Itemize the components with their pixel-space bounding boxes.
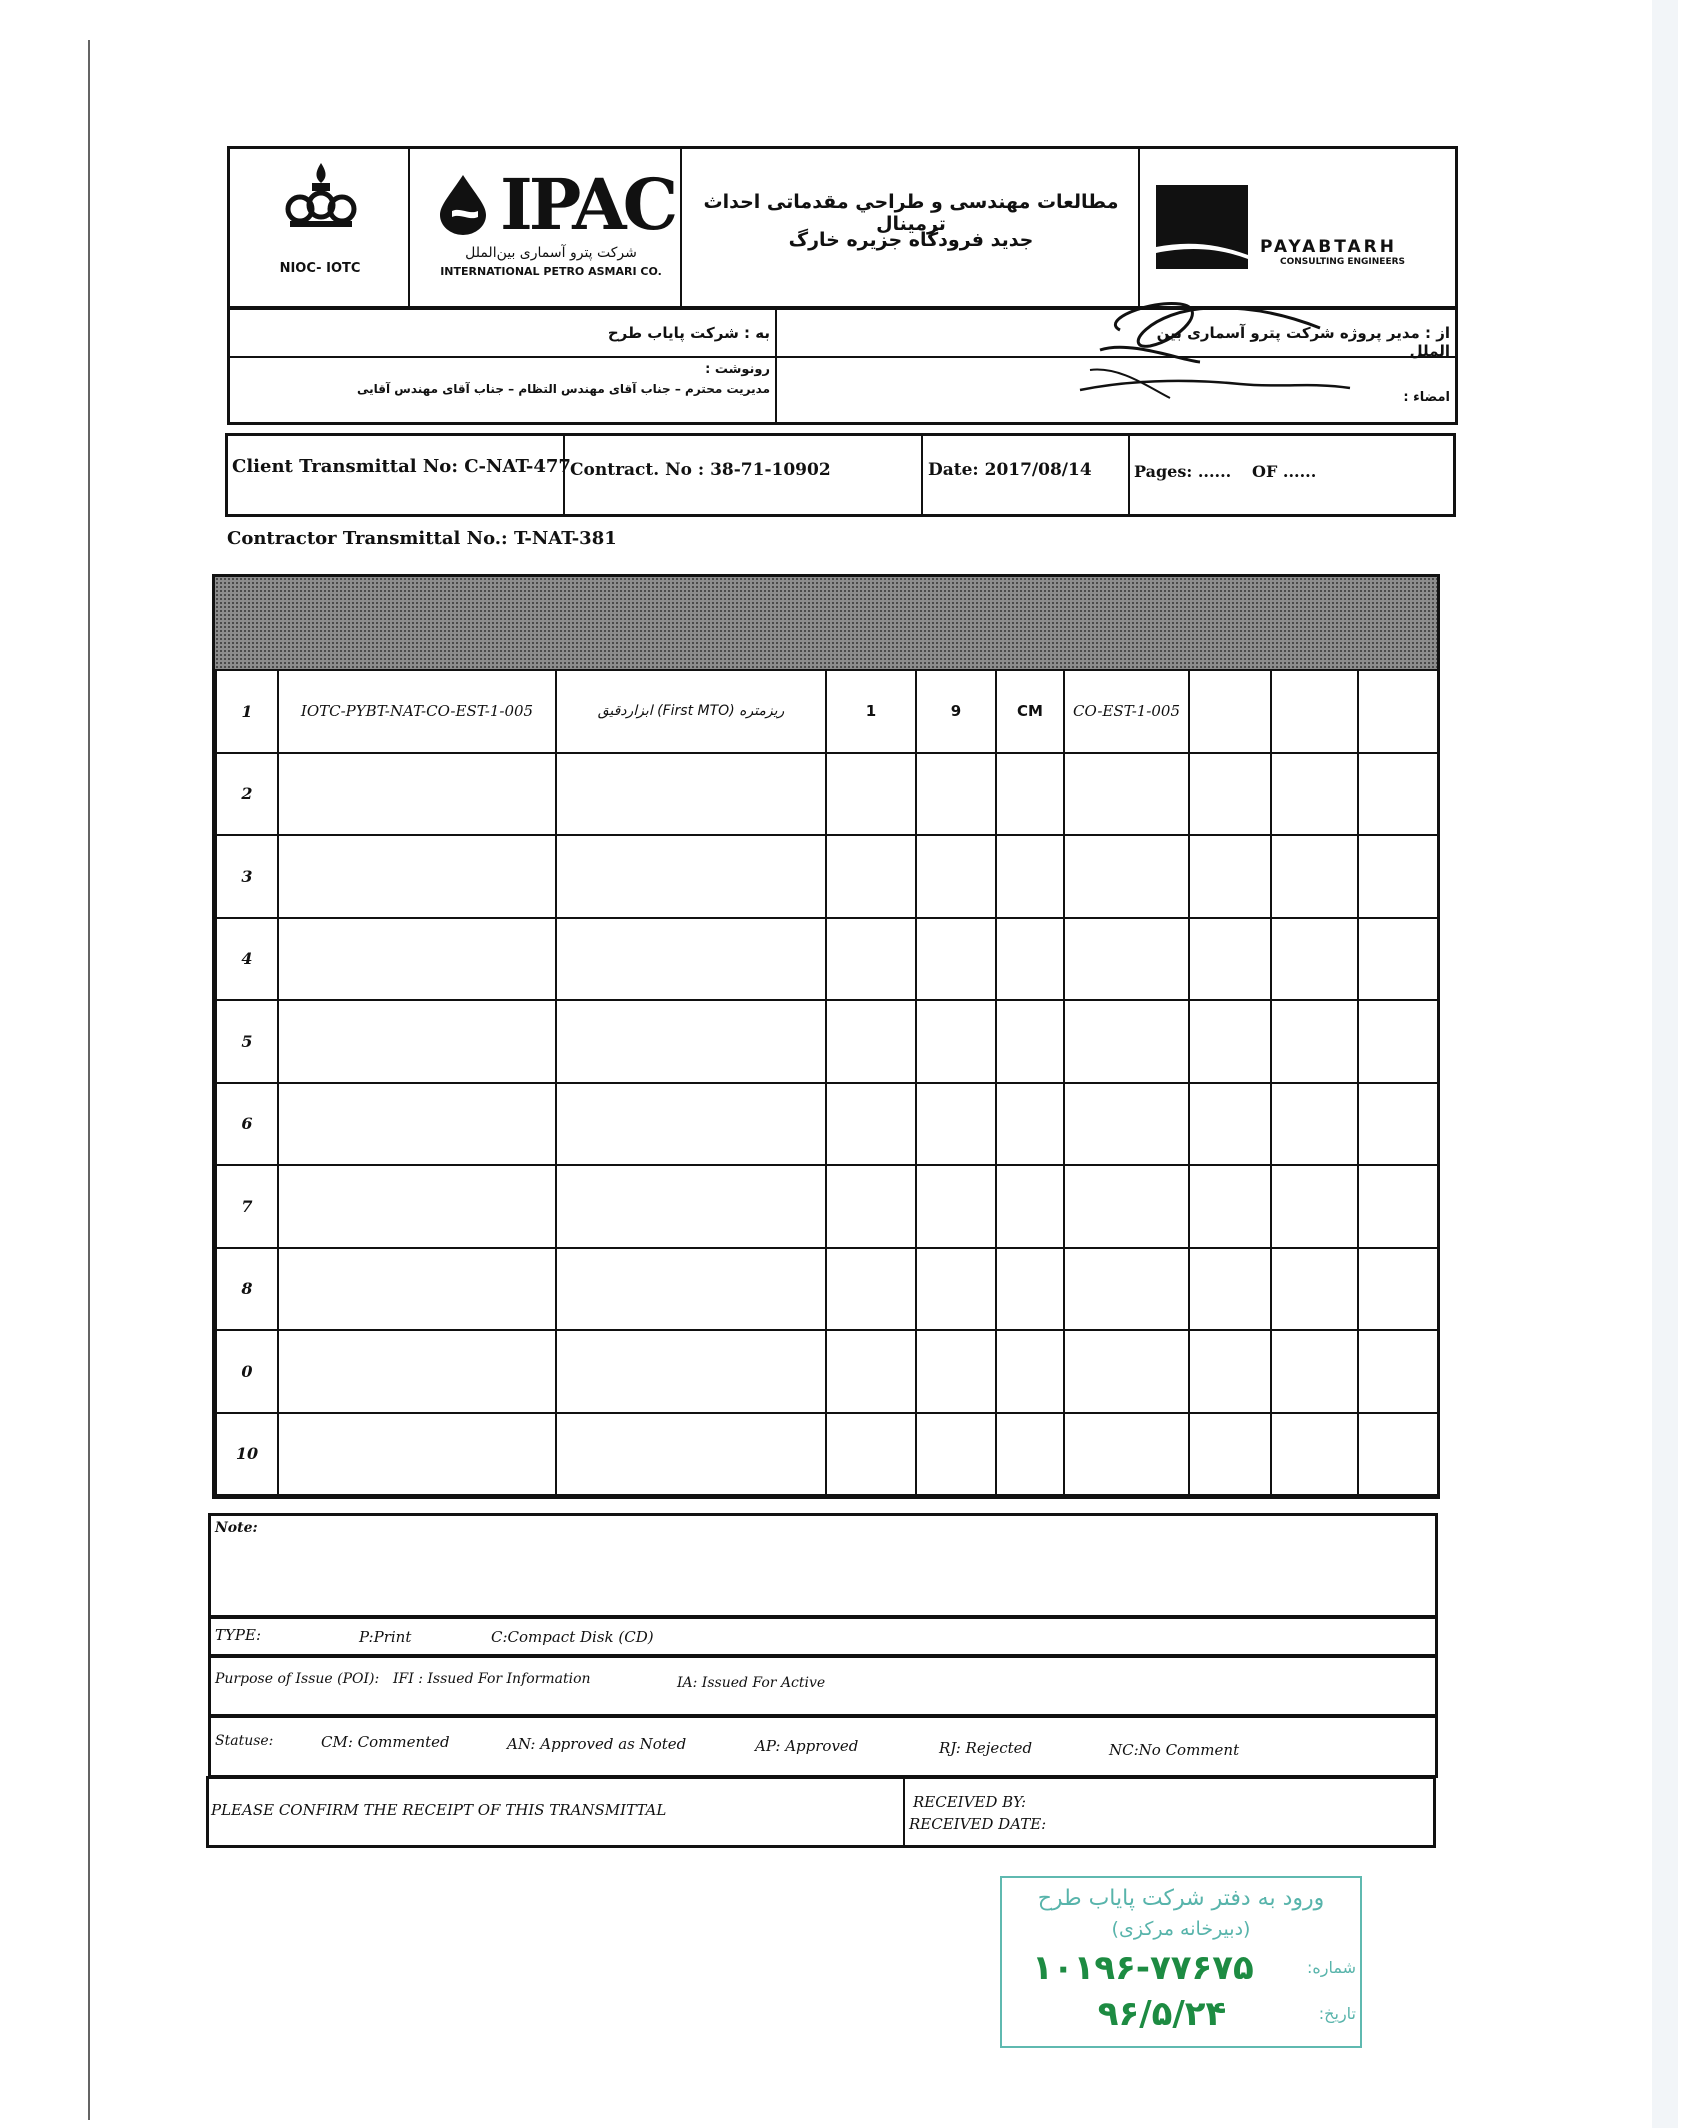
cell-pages: 9 bbox=[916, 670, 996, 753]
poi-label: Purpose of Issue (POI): bbox=[215, 1671, 380, 1687]
nioc-logo-label: NIOC- IOTC bbox=[279, 261, 361, 276]
type-print: P:Print bbox=[359, 1628, 412, 1646]
cell-no: 4 bbox=[216, 918, 278, 1001]
type-box bbox=[208, 1615, 1438, 1658]
stamp-number-value: ۱۰۱۹۶-۷۷۶۷۵ bbox=[1032, 1948, 1254, 1988]
payabtarh-subtitle: CONSULTING ENGINEERS bbox=[1280, 257, 1406, 267]
cell-ref bbox=[1064, 918, 1189, 1001]
cell-empty bbox=[1271, 835, 1358, 918]
status-box bbox=[208, 1714, 1438, 1778]
cell-no: 10 bbox=[216, 1413, 278, 1496]
cell-status bbox=[996, 1248, 1064, 1331]
cell-title bbox=[556, 1165, 826, 1248]
confirm-receipt-text: PLEASE CONFIRM THE RECEIPT OF THIS TRANSMITTAL bbox=[211, 1801, 667, 1819]
contract-no: Contract. No : 38-71-10902 bbox=[570, 460, 831, 480]
cell-empty bbox=[1271, 918, 1358, 1001]
cell-empty bbox=[1358, 1248, 1438, 1331]
nioc-logo-cell bbox=[230, 149, 410, 306]
cell-empty bbox=[1189, 1165, 1271, 1248]
cell-doc-no bbox=[278, 1413, 556, 1496]
contractor-transmittal-no: Contractor Transmittal No.: T-NAT-381 bbox=[227, 528, 617, 549]
cell-no: 6 bbox=[216, 1083, 278, 1166]
cell-empty bbox=[1189, 753, 1271, 836]
cell-empty bbox=[1358, 1413, 1438, 1496]
cell-rev bbox=[826, 1165, 916, 1248]
cell-doc-no bbox=[278, 753, 556, 836]
table-row bbox=[216, 1165, 1438, 1248]
pages-label: Pages: ...... bbox=[1134, 462, 1232, 481]
cell-pages bbox=[916, 1413, 996, 1496]
cell-status bbox=[996, 835, 1064, 918]
cell-doc-no bbox=[278, 835, 556, 918]
cell-doc-no bbox=[278, 1000, 556, 1083]
table-row bbox=[216, 1330, 1438, 1413]
transmittal-divider-2 bbox=[921, 436, 923, 514]
cell-empty bbox=[1358, 670, 1438, 753]
transmittal-divider-3 bbox=[1128, 436, 1130, 514]
cell-pages bbox=[916, 1248, 996, 1331]
cell-empty bbox=[1189, 1083, 1271, 1166]
cell-pages bbox=[916, 918, 996, 1001]
cell-ref bbox=[1064, 1165, 1189, 1248]
cell-status bbox=[996, 1413, 1064, 1496]
cell-ref bbox=[1064, 753, 1189, 836]
cell-pages bbox=[916, 1330, 996, 1413]
table-row bbox=[216, 918, 1438, 1001]
cell-title bbox=[556, 1083, 826, 1166]
receipt-stamp bbox=[1000, 1876, 1362, 2048]
cell-empty bbox=[1271, 1165, 1358, 1248]
to-recipient: به : شرکت پایاب طرح bbox=[607, 324, 770, 342]
cell-rev bbox=[826, 1248, 916, 1331]
cell-no: 8 bbox=[216, 1248, 278, 1331]
status-an: AN: Approved as Noted bbox=[507, 1735, 687, 1753]
cell-no: 0 bbox=[216, 1330, 278, 1413]
type-label: TYPE: bbox=[215, 1626, 262, 1644]
cell-no: 7 bbox=[216, 1165, 278, 1248]
ipac-logo-text: IPAC bbox=[500, 163, 675, 246]
cell-status bbox=[996, 1165, 1064, 1248]
note-label: Note: bbox=[215, 1520, 258, 1536]
status-cm: CM: Commented bbox=[321, 1733, 450, 1751]
cell-rev bbox=[826, 1413, 916, 1496]
cell-status bbox=[996, 1330, 1064, 1413]
cell-pages bbox=[916, 835, 996, 918]
cell-empty bbox=[1358, 835, 1438, 918]
of-label: OF ...... bbox=[1252, 462, 1317, 481]
cell-doc-no bbox=[278, 1083, 556, 1166]
ipac-drop-logo-icon bbox=[430, 171, 496, 237]
cell-empty bbox=[1271, 1000, 1358, 1083]
status-ap: AP: Approved bbox=[755, 1737, 859, 1755]
cell-ref bbox=[1064, 1248, 1189, 1331]
table-header-band bbox=[215, 577, 1437, 669]
cell-empty bbox=[1271, 753, 1358, 836]
note-box bbox=[208, 1513, 1438, 1619]
cc-text: مدیریت محترم – جناب آقای مهندس التظام – جناب آقای مهندس آقایی bbox=[356, 382, 770, 396]
cell-ref bbox=[1064, 1330, 1189, 1413]
ipac-english-name: INTERNATIONAL PETRO ASMARI CO. bbox=[440, 265, 662, 278]
project-title-line2: جدید فرودگاه جزیره خارگ bbox=[788, 229, 1034, 251]
cell-empty bbox=[1271, 1413, 1358, 1496]
stamp-number-label: شماره: bbox=[1306, 1958, 1356, 1977]
confirm-box bbox=[206, 1776, 1436, 1848]
cell-title bbox=[556, 1248, 826, 1331]
cell-title bbox=[556, 1330, 826, 1413]
cell-empty bbox=[1271, 1083, 1358, 1166]
cell-empty bbox=[1271, 1330, 1358, 1413]
cell-status bbox=[996, 1083, 1064, 1166]
table-row bbox=[216, 753, 1438, 836]
poi-ifi: IFI : Issued For Information bbox=[393, 1671, 591, 1687]
cell-ref bbox=[1064, 1000, 1189, 1083]
stamp-line2: (دبیرخانه مرکزی) bbox=[1111, 1918, 1251, 1940]
cell-rev bbox=[826, 1000, 916, 1083]
cell-status bbox=[996, 753, 1064, 836]
signature-label: امضاء : bbox=[1403, 390, 1450, 405]
handwritten-signature-icon bbox=[1060, 270, 1380, 420]
transmittal-date: Date: 2017/08/14 bbox=[928, 460, 1092, 480]
cell-title bbox=[556, 835, 826, 918]
cell-status bbox=[996, 1000, 1064, 1083]
cell-status: CM bbox=[996, 670, 1064, 753]
cell-pages bbox=[916, 1165, 996, 1248]
stamp-date-label: تاریخ: bbox=[1318, 2004, 1356, 2023]
cell-doc-no bbox=[278, 1248, 556, 1331]
status-label: Statuse: bbox=[215, 1733, 274, 1749]
cell-empty bbox=[1189, 1248, 1271, 1331]
cell-status bbox=[996, 918, 1064, 1001]
cell-empty bbox=[1189, 670, 1271, 753]
cell-title bbox=[556, 1000, 826, 1083]
cell-empty bbox=[1358, 1165, 1438, 1248]
cell-ref bbox=[1064, 1413, 1189, 1496]
cell-empty bbox=[1358, 918, 1438, 1001]
table-row bbox=[216, 835, 1438, 918]
table-row bbox=[216, 1413, 1438, 1496]
received-date-label: RECEIVED DATE: bbox=[909, 1815, 1047, 1833]
cell-no: 5 bbox=[216, 1000, 278, 1083]
cell-empty bbox=[1358, 1330, 1438, 1413]
cell-ref bbox=[1064, 835, 1189, 918]
cell-no: 1 bbox=[216, 670, 278, 753]
scan-edge-strip bbox=[1652, 0, 1678, 2128]
table-row bbox=[216, 1248, 1438, 1331]
addressing-divider-vertical bbox=[775, 310, 777, 422]
cell-no: 2 bbox=[216, 753, 278, 836]
type-cd: C:Compact Disk (CD) bbox=[491, 1628, 654, 1646]
cell-empty bbox=[1189, 1330, 1271, 1413]
cell-pages bbox=[916, 753, 996, 836]
nioc-flame-logo-icon bbox=[276, 157, 366, 237]
cell-doc-no: IOTC-PYBT-NAT-CO-EST-1-005 bbox=[278, 670, 556, 753]
cell-empty bbox=[1358, 1000, 1438, 1083]
client-transmittal-no: Client Transmittal No: C-NAT-477 bbox=[232, 456, 571, 477]
scan-margin-line bbox=[88, 40, 90, 2120]
status-nc: NC:No Comment bbox=[1109, 1741, 1240, 1759]
project-title-line1: مطالعات مهندسی و طراحي مقدماتی احداث ترمینال bbox=[703, 191, 1119, 235]
table-grid bbox=[215, 669, 1439, 1496]
table-row bbox=[216, 670, 1438, 753]
cell-empty bbox=[1358, 753, 1438, 836]
ipac-persian-name: شرکت پترو آسماری بین‌الملل bbox=[465, 245, 637, 261]
cell-rev bbox=[826, 918, 916, 1001]
payabtarh-logo-icon bbox=[1156, 185, 1248, 269]
stamp-date-value: ۹۶/۵/۲۴ bbox=[1097, 1994, 1227, 2034]
cell-empty bbox=[1271, 1248, 1358, 1331]
table-row bbox=[216, 1000, 1438, 1083]
ipac-logo-cell bbox=[410, 149, 682, 306]
table-row bbox=[216, 1083, 1438, 1166]
cell-rev bbox=[826, 835, 916, 918]
transmittal-row bbox=[225, 433, 1456, 517]
cell-doc-no bbox=[278, 1165, 556, 1248]
cell-empty bbox=[1189, 835, 1271, 918]
received-by-label: RECEIVED BY: bbox=[913, 1793, 1027, 1811]
status-rj: RJ: Rejected bbox=[939, 1739, 1033, 1757]
document-table bbox=[212, 574, 1440, 1499]
stamp-line1: ورود به دفتر شرکت پایاب طرح bbox=[1037, 1886, 1325, 1911]
cell-title bbox=[556, 1413, 826, 1496]
cell-empty bbox=[1189, 1413, 1271, 1496]
cell-rev bbox=[826, 1330, 916, 1413]
cell-title bbox=[556, 918, 826, 1001]
cell-rev: 1 bbox=[826, 670, 916, 753]
cell-empty bbox=[1271, 670, 1358, 753]
cell-empty bbox=[1189, 1000, 1271, 1083]
from-sender: از : مدیر پروژه شرکت پترو آسماری بین الملل bbox=[1156, 324, 1450, 360]
cell-doc-no bbox=[278, 918, 556, 1001]
cell-pages bbox=[916, 1000, 996, 1083]
cell-ref bbox=[1064, 1083, 1189, 1166]
cell-empty bbox=[1189, 918, 1271, 1001]
cell-no: 3 bbox=[216, 835, 278, 918]
payabtarh-name: PAYABTARH bbox=[1260, 237, 1397, 257]
confirm-divider bbox=[903, 1779, 905, 1845]
cell-title: ریزمتره (First MTO) ابزاردقیق bbox=[556, 670, 826, 753]
cell-title bbox=[556, 753, 826, 836]
cell-pages bbox=[916, 1083, 996, 1166]
cell-empty bbox=[1358, 1083, 1438, 1166]
cell-rev bbox=[826, 753, 916, 836]
cell-ref: CO-EST-1-005 bbox=[1064, 670, 1189, 753]
cell-rev bbox=[826, 1083, 916, 1166]
cc-label: رونوشت : bbox=[705, 362, 770, 377]
cell-doc-no bbox=[278, 1330, 556, 1413]
poi-box bbox=[208, 1654, 1438, 1718]
poi-ia: IA: Issued For Active bbox=[677, 1675, 826, 1691]
